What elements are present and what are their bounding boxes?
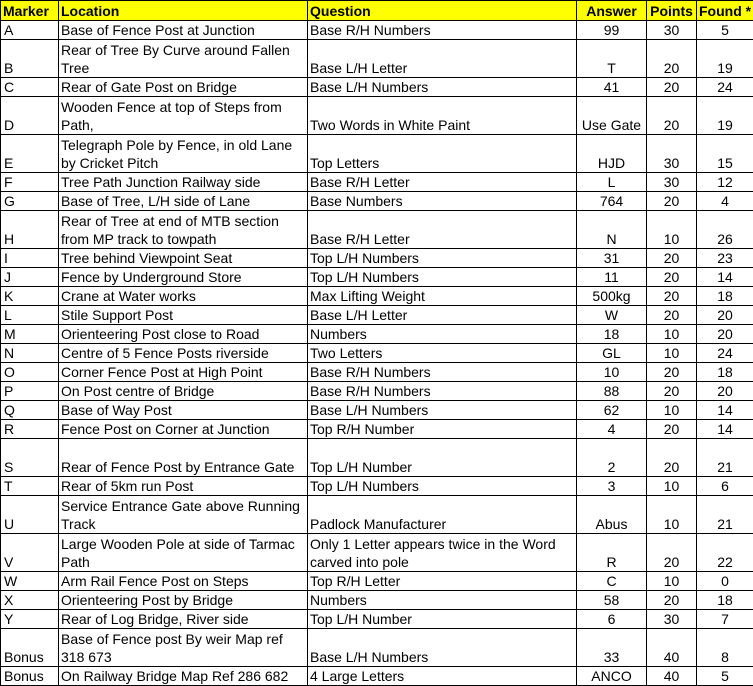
cell-found: 26 (697, 211, 753, 249)
cell-location: Stile Support Post (59, 306, 308, 325)
table-body (1, 21, 753, 686)
cell-answer: N (577, 211, 647, 249)
cell-location: Rear of Tree By Curve around Fallen Tree (59, 40, 308, 78)
cell-found: 18 (697, 591, 753, 610)
cell-answer: 41 (577, 78, 647, 97)
cell-marker: Q (1, 401, 59, 420)
table-row (1, 40, 753, 78)
cell-answer: 500kg (577, 287, 647, 306)
cell-points: 20 (647, 97, 697, 135)
table-row (1, 306, 753, 325)
cell-found: 20 (697, 306, 753, 325)
cell-points: 10 (647, 344, 697, 363)
cell-question: Base R/H Numbers (308, 382, 577, 401)
cell-points: 10 (647, 477, 697, 496)
cell-points: 30 (647, 610, 697, 629)
cell-location: Rear of Log Bridge, River side (59, 610, 308, 629)
cell-answer: 31 (577, 249, 647, 268)
cell-location: Orienteering Post by Bridge (59, 591, 308, 610)
cell-answer: R (577, 534, 647, 572)
cell-question: Top R/H Number (308, 420, 577, 439)
cell-question: Base R/H Letter (308, 211, 577, 249)
cell-location: Crane at Water works (59, 287, 308, 306)
cell-found: 19 (697, 97, 753, 135)
cell-location: Tree behind Viewpoint Seat (59, 249, 308, 268)
cell-question: Top L/H Number (308, 610, 577, 629)
cell-location: Wooden Fence at top of Steps from Path, (59, 97, 308, 135)
cell-location: Fence by Underground Store (59, 268, 308, 287)
cell-answer: GL (577, 344, 647, 363)
table-row (1, 268, 753, 287)
cell-found: 21 (697, 439, 753, 477)
cell-question: Base R/H Numbers (308, 363, 577, 382)
cell-marker: D (1, 97, 59, 135)
cell-answer: C (577, 572, 647, 591)
cell-answer: 2 (577, 439, 647, 477)
cell-location: Orienteering Post close to Road (59, 325, 308, 344)
cell-answer: HJD (577, 135, 647, 173)
cell-points: 20 (647, 78, 697, 97)
cell-location: On Post centre of Bridge (59, 382, 308, 401)
cell-found: 24 (697, 78, 753, 97)
cell-found: 4 (697, 192, 753, 211)
cell-marker: K (1, 287, 59, 306)
cell-location: Base of Fence post By weir Map ref 318 673 (59, 629, 308, 667)
cell-location: Fence Post on Corner at Junction (59, 420, 308, 439)
cell-location: Tree Path Junction Railway side (59, 173, 308, 192)
cell-found: 6 (697, 477, 753, 496)
cell-found: 14 (697, 401, 753, 420)
table-row (1, 173, 753, 192)
table-row (1, 78, 753, 97)
cell-marker: B (1, 40, 59, 78)
cell-answer: 11 (577, 268, 647, 287)
cell-question: Top L/H Numbers (308, 268, 577, 287)
table-row (1, 21, 753, 40)
header-question: Question (308, 1, 577, 21)
cell-marker: M (1, 325, 59, 344)
cell-found: 23 (697, 249, 753, 268)
cell-marker: R (1, 420, 59, 439)
cell-points: 20 (647, 249, 697, 268)
cell-points: 10 (647, 496, 697, 534)
cell-answer: 4 (577, 420, 647, 439)
cell-found: 5 (697, 667, 753, 686)
cell-question: Base L/H Letter (308, 306, 577, 325)
table-row (1, 287, 753, 306)
table-row (1, 363, 753, 382)
table-row (1, 591, 753, 610)
cell-location: Rear of Tree at end of MTB section from MP track to towpath (59, 211, 308, 249)
cell-location: Base of Tree, L/H side of Lane (59, 192, 308, 211)
cell-answer: 18 (577, 325, 647, 344)
table-row (1, 496, 753, 534)
cell-question: Base R/H Letter (308, 173, 577, 192)
cell-location: Base of Fence Post at Junction (59, 21, 308, 40)
cell-points: 20 (647, 382, 697, 401)
cell-marker: A (1, 21, 59, 40)
cell-points: 10 (647, 572, 697, 591)
cell-marker: Y (1, 610, 59, 629)
cell-marker: N (1, 344, 59, 363)
cell-points: 30 (647, 135, 697, 173)
cell-answer: 3 (577, 477, 647, 496)
table-row (1, 629, 753, 667)
cell-points: 20 (647, 287, 697, 306)
cell-question: Base L/H Letter (308, 40, 577, 78)
table-row (1, 135, 753, 173)
cell-marker: C (1, 78, 59, 97)
cell-marker: T (1, 477, 59, 496)
cell-marker: W (1, 572, 59, 591)
cell-found: 15 (697, 135, 753, 173)
cell-question: Base L/H Numbers (308, 401, 577, 420)
cell-found: 0 (697, 572, 753, 591)
cell-question: Padlock Manufacturer (308, 496, 577, 534)
cell-points: 30 (647, 173, 697, 192)
cell-marker: U (1, 496, 59, 534)
table-row (1, 572, 753, 591)
table-row (1, 382, 753, 401)
cell-question: Top L/H Number (308, 439, 577, 477)
cell-found: 18 (697, 363, 753, 382)
cell-location: Rear of Fence Post by Entrance Gate (59, 439, 308, 477)
cell-marker: H (1, 211, 59, 249)
cell-answer: 33 (577, 629, 647, 667)
table-row (1, 249, 753, 268)
cell-answer: 58 (577, 591, 647, 610)
cell-question: 4 Large Letters (308, 667, 577, 686)
cell-found: 20 (697, 325, 753, 344)
cell-marker: S (1, 439, 59, 477)
cell-marker: X (1, 591, 59, 610)
cell-question: Base L/H Numbers (308, 78, 577, 97)
cell-question: Top Letters (308, 135, 577, 173)
cell-found: 18 (697, 287, 753, 306)
cell-points: 10 (647, 401, 697, 420)
table-row (1, 192, 753, 211)
cell-location: Base of Way Post (59, 401, 308, 420)
cell-found: 14 (697, 268, 753, 287)
cell-location: Rear of 5km run Post (59, 477, 308, 496)
cell-marker: E (1, 135, 59, 173)
cell-location: Telegraph Pole by Fence, in old Lane by Cricket Pitch (59, 135, 308, 173)
cell-answer: 10 (577, 363, 647, 382)
cell-question: Base L/H Numbers (308, 629, 577, 667)
cell-found: 21 (697, 496, 753, 534)
table-row (1, 325, 753, 344)
cell-answer: L (577, 173, 647, 192)
cell-points: 20 (647, 439, 697, 477)
table-row (1, 401, 753, 420)
cell-location: On Railway Bridge Map Ref 286 682 (59, 667, 308, 686)
cell-location: Rear of Gate Post on Bridge (59, 78, 308, 97)
table-row (1, 97, 753, 135)
cell-answer: 764 (577, 192, 647, 211)
table-row (1, 344, 753, 363)
table-row (1, 534, 753, 572)
cell-found: 8 (697, 629, 753, 667)
cell-marker: O (1, 363, 59, 382)
cell-marker: J (1, 268, 59, 287)
cell-points: 40 (647, 667, 697, 686)
cell-marker: I (1, 249, 59, 268)
cell-points: 30 (647, 21, 697, 40)
cell-marker: P (1, 382, 59, 401)
table-row (1, 667, 753, 686)
cell-answer: Use Gate (577, 97, 647, 135)
cell-answer: W (577, 306, 647, 325)
cell-found: 20 (697, 382, 753, 401)
cell-location: Large Wooden Pole at side of Tarmac Path (59, 534, 308, 572)
cell-points: 10 (647, 211, 697, 249)
cell-answer: 62 (577, 401, 647, 420)
cell-points: 20 (647, 192, 697, 211)
header-marker: Marker (1, 1, 59, 21)
cell-answer: ANCO (577, 667, 647, 686)
cell-marker: Bonus (1, 629, 59, 667)
cell-found: 12 (697, 173, 753, 192)
table-row (1, 477, 753, 496)
cell-points: 20 (647, 268, 697, 287)
cell-question: Top L/H Numbers (308, 477, 577, 496)
cell-question: Two Words in White Paint (308, 97, 577, 135)
cell-answer: 99 (577, 21, 647, 40)
cell-location: Centre of 5 Fence Posts riverside (59, 344, 308, 363)
cell-points: 20 (647, 306, 697, 325)
header-points: Points (647, 1, 697, 21)
cell-points: 10 (647, 325, 697, 344)
cell-question: Top L/H Numbers (308, 249, 577, 268)
cell-question: Top R/H Letter (308, 572, 577, 591)
cell-points: 20 (647, 420, 697, 439)
cell-found: 7 (697, 610, 753, 629)
cell-found: 19 (697, 40, 753, 78)
cell-question: Numbers (308, 325, 577, 344)
table-row (1, 420, 753, 439)
cell-location: Corner Fence Post at High Point (59, 363, 308, 382)
cell-answer: 6 (577, 610, 647, 629)
table-row (1, 610, 753, 629)
cell-answer: 88 (577, 382, 647, 401)
cell-found: 24 (697, 344, 753, 363)
header-location: Location (59, 1, 308, 21)
cell-question: Two Letters (308, 344, 577, 363)
table-row (1, 211, 753, 249)
header-row (1, 1, 753, 21)
cell-question: Base R/H Numbers (308, 21, 577, 40)
cell-found: 22 (697, 534, 753, 572)
cell-question: Base Numbers (308, 192, 577, 211)
cell-question: Only 1 Letter appears twice in the Word carved into pole (308, 534, 577, 572)
table-row (1, 439, 753, 477)
cell-location: Arm Rail Fence Post on Steps (59, 572, 308, 591)
cell-answer: Abus (577, 496, 647, 534)
cell-points: 40 (647, 629, 697, 667)
cell-answer: T (577, 40, 647, 78)
cell-question: Max Lifting Weight (308, 287, 577, 306)
header-answer: Answer (577, 1, 647, 21)
cell-marker: F (1, 173, 59, 192)
cell-points: 20 (647, 591, 697, 610)
cell-points: 20 (647, 534, 697, 572)
header-found: Found * (697, 1, 753, 21)
cell-marker: G (1, 192, 59, 211)
cell-marker: Bonus (1, 667, 59, 686)
cell-points: 20 (647, 363, 697, 382)
cell-question: Numbers (308, 591, 577, 610)
cell-marker: L (1, 306, 59, 325)
cell-points: 20 (647, 40, 697, 78)
cell-marker: V (1, 534, 59, 572)
cell-found: 5 (697, 21, 753, 40)
cell-found: 14 (697, 420, 753, 439)
cell-location: Service Entrance Gate above Running Track (59, 496, 308, 534)
